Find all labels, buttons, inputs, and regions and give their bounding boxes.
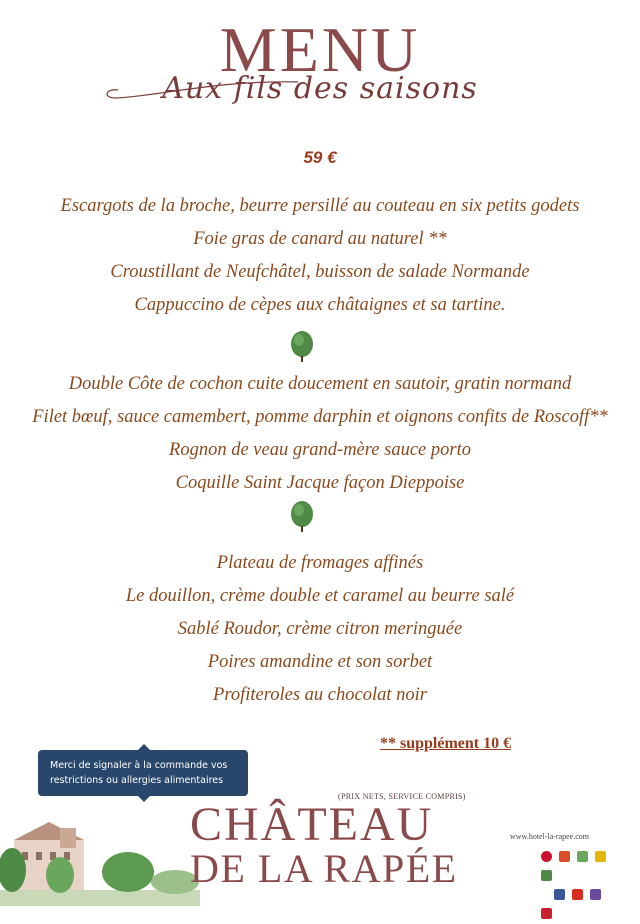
website-link[interactable]: www.hotel-la-rapee.com (510, 832, 589, 841)
dish-item: Profiteroles au chocolat noir (213, 685, 427, 705)
badge-icon (541, 870, 552, 881)
starters-section (0, 190, 640, 322)
menu-price: 59 € (303, 148, 337, 167)
badge-icon (595, 851, 606, 862)
badge-icon (541, 851, 552, 862)
dish-item: Cappuccino de cèpes aux châtaignes et sa tartine. (134, 295, 506, 315)
dish-item: Coquille Saint Jacque façon Dieppoise (175, 473, 465, 493)
dish-item: Escargots de la broche, beurre persillé au couteau en six petits godets (60, 196, 580, 216)
dish-item: Poires amandine et son sorbet (207, 652, 433, 672)
partner-badges (540, 848, 610, 924)
desserts-section (0, 547, 640, 712)
castle-illustration (0, 820, 200, 906)
youtube-icon[interactable] (572, 889, 583, 900)
dish-item: Le douillon, crème double et caramel au beurre salé (125, 586, 515, 606)
badge-icon (577, 851, 588, 862)
dish-item: Double Côte de cochon cuite doucement en sautoir, gratin normand (68, 374, 572, 394)
brand-logo-line2: DE LA RAPÉE (190, 846, 458, 891)
dish-item: Filet bœuf, sauce camembert, pomme darphin et oignons confits de Roscoff** (32, 407, 608, 427)
mains-section (0, 368, 640, 500)
tree-divider-icon (290, 330, 314, 362)
dish-item: Foie gras de canard au naturel ** (193, 229, 447, 249)
dish-item: Plateau de fromages affinés (216, 553, 424, 573)
pinterest-icon[interactable] (541, 908, 552, 919)
menu-subtitle: Aux fils des saisons (162, 71, 478, 106)
badge-icon (559, 851, 570, 862)
tree-divider-icon (290, 500, 314, 532)
dish-item: Rognon de veau grand-mère sauce porto (169, 440, 471, 460)
dish-item: Croustillant de Neufchâtel, buisson de salade Normande (110, 262, 530, 282)
menu-title: MENU (219, 14, 421, 85)
price-note: (PRIX NETS, SERVICE COMPRIS) (338, 792, 466, 801)
dish-item: Sablé Roudor, crème citron meringuée (177, 619, 463, 639)
brand-logo-line1: CHÂTEAU (190, 798, 434, 851)
supplement-note: ** supplément 10 € (380, 735, 512, 752)
instagram-icon[interactable] (590, 889, 601, 900)
facebook-icon[interactable] (554, 889, 565, 900)
allergy-notice: Merci de signaler à la commande vos restrictions ou allergies alimentaires (38, 750, 248, 796)
